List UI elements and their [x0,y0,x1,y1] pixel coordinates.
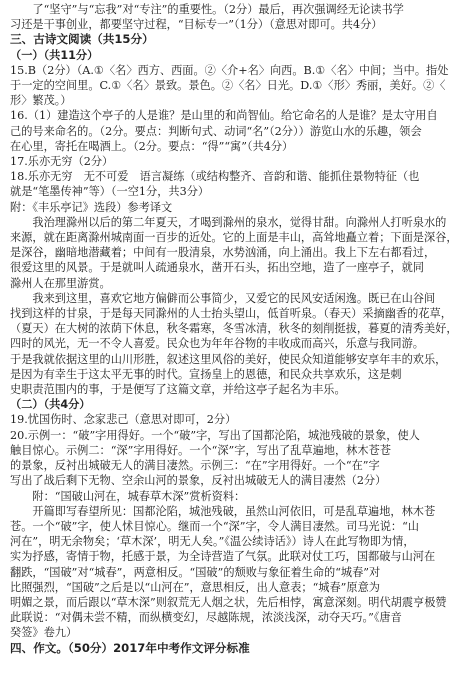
text-line: 是因为有幸生于这太平无事的时代。宣扬皇上的恩德，和民众共享欢乐，这是刺 [10,367,402,381]
text-line: 17.乐亦无穷（2分） [10,155,114,169]
text-line: 在心里，寄托在喝酒上。（2分。要点：“得”“寓”（共4分） [10,139,294,153]
section-heading: 四、作文。（50分）2017年中考作文评分标准 [10,640,250,655]
text-line: 了“坚守”与“忘我”对“专注”的重要性。（2分）最后，再次强调经无论读书学 [32,3,404,16]
text-line: 开篇即写春望所见：国都沦陷，城池残破，虽然山河依旧，可是乱草遍地，林木苍 [32,504,436,518]
subsection-heading: （一）（共11分） [10,48,99,62]
text-line: 写出了战后剩下无物、空余山河的景象，反衬出城破无人的满目凄然（2分） [10,474,387,488]
text-line: 史职责范围内的事，于是便写了这篇文章，并给这亭子起名为丰乐。 [10,383,346,397]
text-line: 己的号来命名的。（2分。要点：判断句式、动词“名”（2分））游览山水的乐趣，领会 [10,124,422,138]
text-line: 明媚之景，而后跟以“草木深”则叙荒无人烟之状，先后相悖，寓意深刻。明代胡震亨极赞 [10,595,447,609]
text-line: 于是我就依据这里的山川形胜，叙述这里风俗的美好，使民众知道能够安享年丰的欢乐， [10,352,447,366]
text-line: 滁州人在那里游赏。 [10,276,111,290]
text-line: 的景象，反衬出城破无人的满目凄然。示例三：“在”字用得好。一个“在”字 [10,459,380,473]
text-line: 形〉繁茂。） [10,94,72,108]
text-line: 是深谷，幽暗地潜藏着；中间有一股清泉，水势汹涌，向上涌出。我上下左右都看过， [10,246,436,260]
subsection-heading: （二）（共4分） [10,398,91,412]
text-line: 19.忧国伤时、念家悲己（意思对即可，2分） [10,413,237,427]
text-line: 找到这样的甘泉，于是每天同滁州的人士抬头望山，低首听泉。（春天）采摘幽香的花草， [10,307,452,321]
text-line: 实为抒感，寄情于物，托感于景，为全诗营造了气氛。此联对仗工巧，国都破与山河在 [10,550,436,564]
text-line: 比照强烈，“国破”之后是以“山河在”，意思相反，出人意表；“城春”原意为 [10,580,380,594]
text-line: 就是“笔墨传神”等）（一空1分，共3分） [10,185,210,199]
text-line: 触目惊心。示例二：“深”字用得好。一个“深”字，写出了乱草遍地，林木苍苍 [10,443,391,457]
text-line: 15.B（2分）（A.①〈名〉西方、西面。②〈介+名〉向西。B.①〈名〉中间；当中。指处 [10,63,449,77]
text-line: 20.示例一：“破”字用得好。一个“破”字，写出了国都沦陷，城池残破的景象，使人 [10,428,420,442]
text-line: 翻跌，“国破”对“城春”，两意相反。“国破”的颓败与象征着生命的“城春”对 [10,565,381,579]
text-line: 16.（1）建造这个亭子的人是谁？是山里的和尚智仙。给它命名的人是谁？是太守用自 [10,109,438,123]
section-heading: 三、古诗文阅读（共15分） [10,32,154,47]
text-line: （夏天）在大树的浓荫下休息，秋冬霜寒，冬雪冰清，秋冬的刻削挺拔，暮夏的清秀美好， [10,322,458,336]
text-line: 附：《丰乐亭记》选段）参考译文 [10,200,173,214]
text-line: 18.乐亦无穷 无不可爱 语言凝练（或结构整齐、音韵和谐、能抓住景物特征（也 [10,170,420,184]
text-line: 癸签》卷九） [10,626,78,640]
text-line: 此联说：“对偶未尝不精，而纵横变幻，尽越陈规，浓淡浅深，动夺天巧。”《唐音 [10,611,402,625]
text-line: 很爱这里的风景。于是就叫人疏通泉水，凿开石头，拓出空地，造了一座亭子，就同 [10,261,424,275]
text-line: 习还是干事创业，都要坚守过程，“目标专一”（1分）（意思对即可。共4分） [10,18,383,32]
text-line: 我治理滁州以后的第二年夏天，才喝到滁州的泉水，觉得甘甜。向滁州人打听泉水的 [32,215,447,229]
text-line: 附：“国破山河在，城春草木深”赏析资料： [32,489,246,503]
text-line: 来源，就在距离滁州城南面一百步的近处。它的上面是丰山，高耸地矗立着；下面是深谷， [10,231,458,245]
text-line: 四时的风光，无一不令人喜爱。民众也为年年谷物的丰收成而高兴，乐意与我同游。 [10,337,424,351]
text-line: 于一定的空间里。C.①〈名〉景致。景色。②〈名〉日光。D.①〈形〉秀丽，美好。②〈 [10,79,446,93]
text-line: 河在”，明无余物矣；‘草木深’，明无人矣。”《温公续诗话》）诗人在此写物即为情， [10,535,415,549]
text-line: 苍。一个“破”字，使人怵目惊心。继而一个“深”字，令人满目凄然。司马光说：“山 [10,519,419,533]
text-line: 我来到这里，喜欢它地方偏僻而公事简少，又爱它的民风安适闲逸。既已在山谷间 [32,291,436,305]
